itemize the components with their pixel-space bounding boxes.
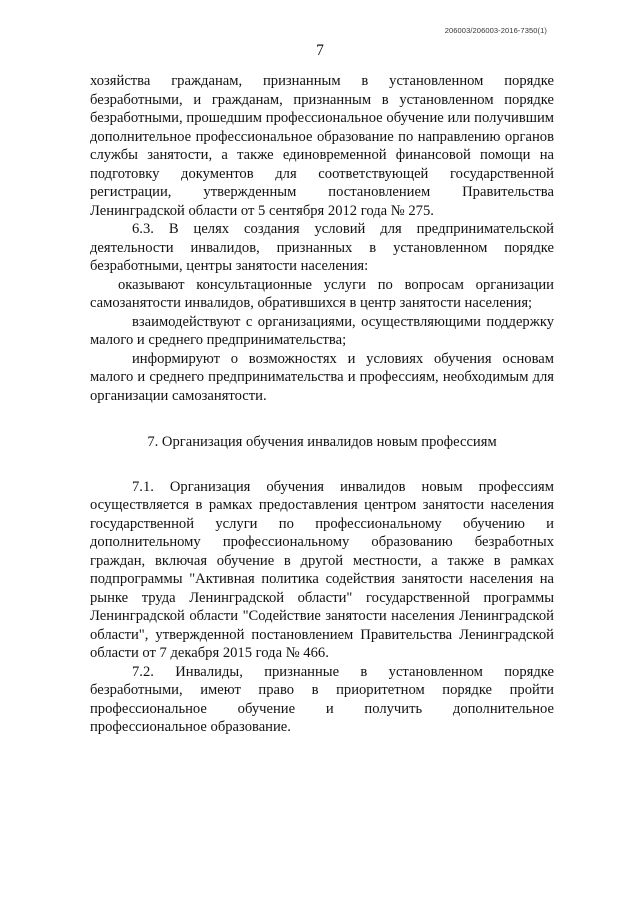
paragraph-informing: информируют о возможностях и условиях обучения основам малого и среднего предпринимательства и профессиям, необходимым для организации самозанятости. bbox=[90, 350, 554, 404]
paragraph-7-2: 7.2. Инвалиды, признанные в установленном порядке безработными, имеют право в приоритетном порядке пройти профессиональное обучение и получить дополнительное профессиональное образование. bbox=[90, 663, 554, 735]
paragraph-consulting: оказывают консультационные услуги по вопросам организации самозанятости инвалидов, обратившихся в центр занятости населения; bbox=[90, 276, 554, 311]
paragraph-interaction: взаимодействуют с организациями, осуществляющими поддержку малого и среднего предпринимательства; bbox=[90, 313, 554, 348]
page-number: 7 bbox=[316, 42, 324, 59]
document-body bbox=[90, 72, 554, 737]
paragraph-6-3: 6.3. В целях создания условий для предпринимательской деятельности инвалидов, признанных в установленном порядке безработными, центры занятости населения: bbox=[90, 221, 554, 274]
paragraph-continuation: хозяйства гражданам, признанным в установленном порядке безработными, и гражданам, признанным в установленном порядке безработными, прошедшим профессиональное обучение или получившим дополнительное профессиональное образование по направлению органов службы занятости, а также единовременной финансовой помощи на подготовку документов для соответствующей государственной регистрации, утвержденным постановлением Правительства Ленинградской области от 5 сентября 2012 года № 275. bbox=[90, 73, 554, 219]
section-heading: 7. Организация обучения инвалидов новым профессиям bbox=[147, 434, 497, 450]
paragraph-7-1: 7.1. Организация обучения инвалидов новым профессиям осуществляется в рамках предоставления центром занятости населения государственной услуги по профессиональному обучению и дополнительному профессиональному образованию безработных граждан, включая обучение в другой местности, а также в рамках подпрограммы "Активная политика содействия занятости населения на рынке труда Ленинградской области" государственной программы Ленинградской области "Содействие занятости населения Ленинградской области", утвержденной постановлением Правительства Ленинградской области от 7 декабря 2015 года № 466. bbox=[90, 478, 554, 661]
document-id: 206003/206003-2016-7350(1) bbox=[444, 26, 547, 35]
